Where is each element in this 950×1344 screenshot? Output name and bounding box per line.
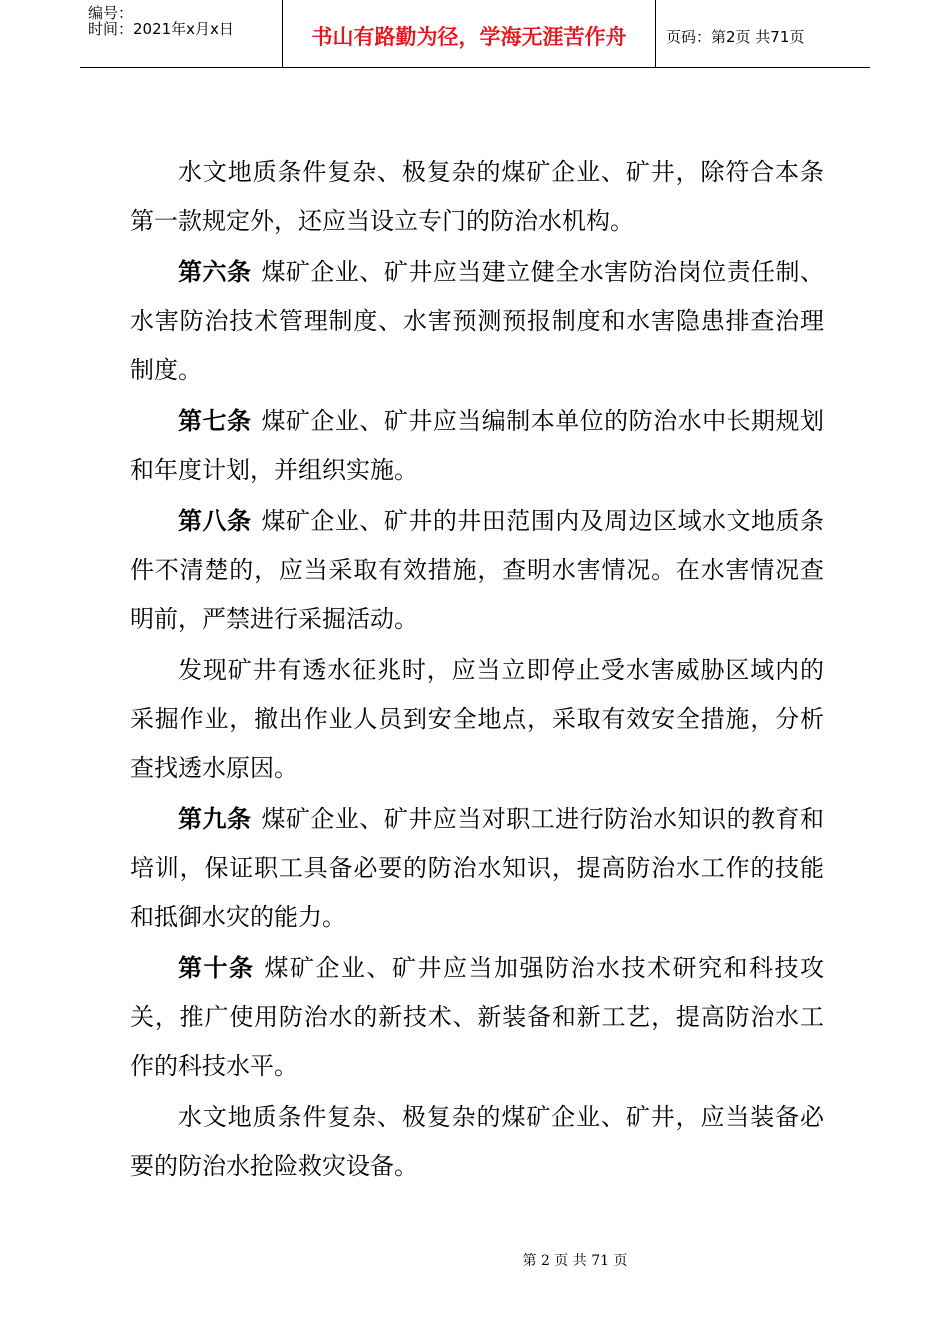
paragraph-text: 煤矿企业、矿井的井田范围内及周边区域水文地质条件不清楚的，应当采取有效措施，查明水害情况。在水害情况查明前，严禁进行采掘活动。 bbox=[130, 507, 825, 633]
paragraph bbox=[130, 646, 824, 793]
paragraph-text: 煤矿企业、矿井应当对职工进行防治水知识的教育和培训，保证职工具备必要的防治水知识，提高防治水工作的技能和抵御水灾的能力。 bbox=[130, 805, 825, 931]
paragraph-text: 水文地质条件复杂、极复杂的煤矿企业、矿井，应当装备必要的防治水抢险救灾设备。 bbox=[130, 1103, 824, 1180]
article-number: 第十条 bbox=[178, 954, 255, 982]
article-number: 第六条 bbox=[178, 258, 252, 286]
paragraph bbox=[130, 795, 824, 942]
article-number: 第九条 bbox=[178, 805, 252, 833]
paragraph bbox=[130, 497, 824, 644]
paragraph-text: 水文地质条件复杂、极复杂的煤矿企业、矿井，除符合本条第一款规定外，还应当设立专门的防治水机构。 bbox=[130, 158, 824, 235]
paragraph bbox=[130, 1093, 824, 1191]
paragraph-text: 煤矿企业、矿井应当建立健全水害防治岗位责任制、水害防治技术管理制度、水害预测预报制度和水害隐患排查治理制度。 bbox=[130, 258, 825, 384]
page-header bbox=[80, 0, 870, 68]
header-meta bbox=[80, 0, 282, 68]
page-footer: 第 2 页 共 71 页 bbox=[522, 1253, 628, 1269]
paragraph bbox=[130, 148, 824, 246]
paragraph bbox=[130, 248, 824, 395]
paragraph bbox=[130, 944, 824, 1091]
header-page-info: 页码：第2页 共71页 bbox=[666, 27, 805, 46]
article-number: 第七条 bbox=[178, 407, 252, 435]
header-motto: 书山有路勤为径，学海无涯苦作舟 bbox=[311, 25, 627, 49]
paragraph-text: 煤矿企业、矿井应当编制本单位的防治水中长期规划和年度计划，并组织实施。 bbox=[130, 407, 825, 484]
paragraph-text: 发现矿井有透水征兆时，应当立即停止受水害威胁区域内的采掘作业，撤出作业人员到安全地点，采取有效安全措施，分析查找透水原因。 bbox=[130, 656, 824, 782]
paragraph bbox=[130, 397, 824, 495]
paragraph-text: 煤矿企业、矿井应当加强防治水技术研究和科技攻关，推广使用防治水的新技术、新装备和新工艺，提高防治水工作的科技水平。 bbox=[130, 954, 824, 1080]
header-time-label: 时间：2021年x月x日 bbox=[88, 20, 234, 38]
header-number-label: 编号： bbox=[88, 4, 134, 22]
article-number: 第八条 bbox=[178, 507, 252, 535]
document-body bbox=[130, 148, 824, 1193]
